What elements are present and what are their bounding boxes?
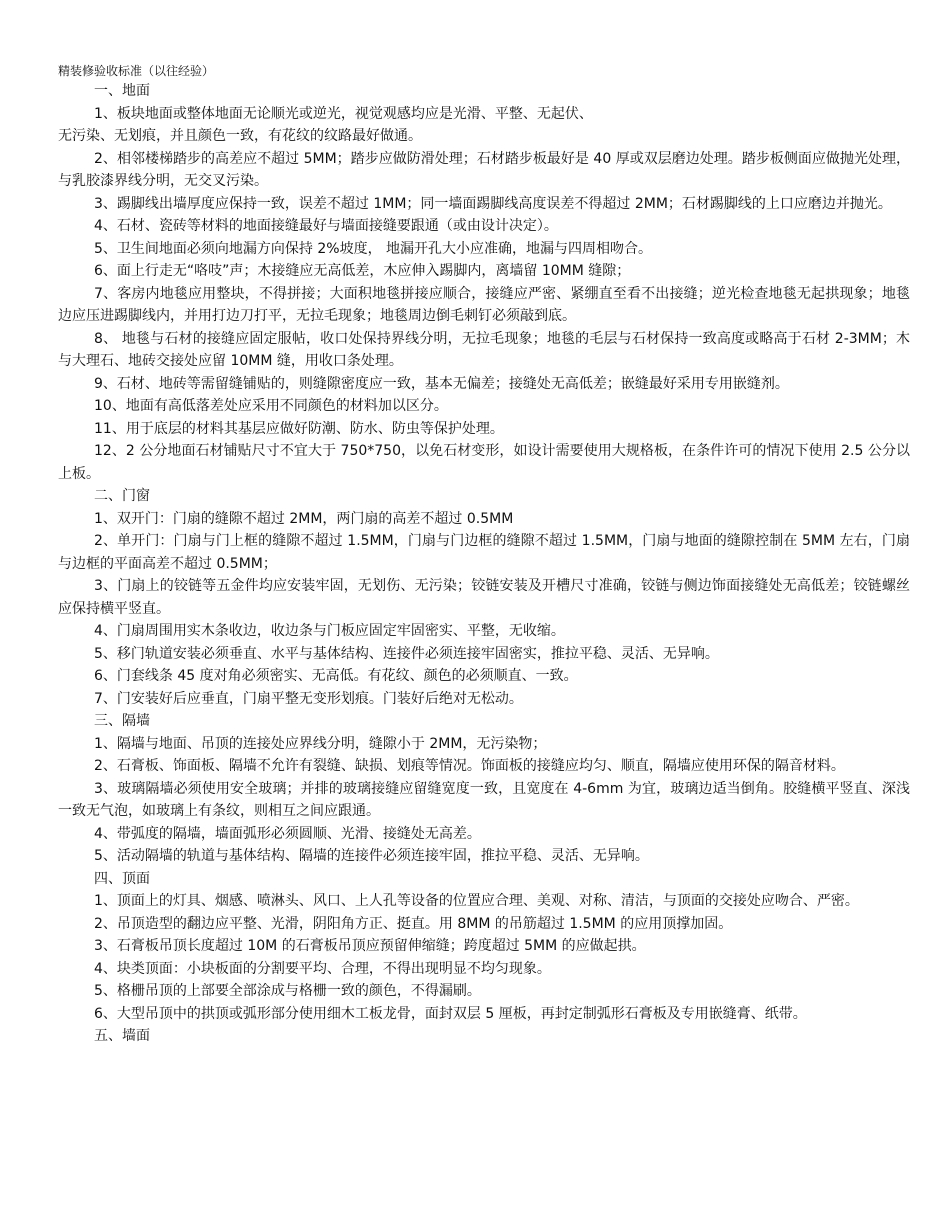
floor-item-2: 2、相邻楼梯踏步的高差应不超过 5MM；踏步应做防滑处理；石材踏步板最好是 40 厚或双层磨边处理。踏步板侧面应做抛光处理，与乳胶漆界线分明，无交叉污染。 [58, 150, 910, 189]
floor-item-7: 7、客房内地毯应用整块，不得拼接；大面积地毯拼接应顺合，接缝应严密、紧绷直至看不出接缝；逆光检查地毯无起拱现象；地毯边应压进踢脚线内，并用打边刀打平，无拉毛现象；地毯周边倒毛刺钉必须敲到底。 [58, 285, 910, 324]
floor-item-3: 3、踢脚线出墙厚度应保持一致，误差不超过 1MM；同一墙面踢脚线高度误差不得超过 2MM；石材踢脚线的上口应磨边并抛光。 [94, 195, 892, 212]
floor-item-5: 5、卫生间地面必须向地漏方向保持 2%坡度， 地漏开孔大小应准确，地漏与四周相吻合。 [94, 240, 653, 257]
door-item-3: 3、门扇上的铰链等五金件均应安装牢固，无划伤、无污染；铰链安装及开槽尺寸准确，铰链与侧边饰面接缝处无高低差；铰链螺丝应保持横平竖直。 [58, 578, 910, 617]
partition-item-2: 2、石膏板、饰面板、隔墙不允许有裂缝、缺损、划痕等情况。饰面板的接缝应均匀、顺直，隔墙应使用环保的隔音材料。 [94, 758, 845, 774]
section-heading-floor: 一、地面 [94, 83, 150, 99]
section-heading-wall: 五、墙面 [94, 1028, 150, 1044]
ceiling-item-2: 2、吊顶造型的翻边应平整、光滑，阴阳角方正、挺直。用 8MM 的吊筋超过 1.5MM 的应用顶撑加固。 [94, 915, 733, 932]
partition-item-1: 1、隔墙与地面、吊顶的连接处应界线分明，缝隙小于 2MM，无污染物； [94, 735, 547, 752]
floor-item-6: 6、面上行走无“咯吱”声；木接缝应无高低差，木应伸入踢脚内，离墙留 10MM 缝隙； [94, 263, 631, 279]
floor-item-10: 10、地面有高低落差处应采用不同颜色的材料加以区分。 [94, 398, 448, 414]
ceiling-item-4: 4、块类顶面：小块板面的分割要平均、合理，不得出现明显不均匀现象。 [94, 960, 551, 977]
door-item-2: 2、单开门：门扇与门上框的缝隙不超过 1.5MM，门扇与门边框的缝隙不超过 1.5MM，门扇与地面的缝隙控制在 5MM 左右，门扇与边框的平面高差不超过 0.5MM； [58, 533, 910, 572]
door-item-4: 4、门扇周围用实木条收边，收边条与门板应固定牢固密实、平整，无收缩。 [94, 623, 565, 639]
partition-item-3: 3、玻璃隔墙必须使用安全玻璃；并排的玻璃接缝应留缝宽度一致，且宽度在 4-6mm 为宜，玻璃边适当倒角。胶缝横平竖直、深浅一致无气泡，如玻璃上有条纹，则相互之间应跟通。 [58, 780, 910, 819]
section-heading-partition: 三、隔墙 [94, 713, 150, 729]
floor-item-12: 12、2 公分地面石材铺贴尺寸不宜大于 750*750，以免石材变形，如设计需要使用大规格板，在条件许可的情况下使用 2.5 公分以上板。 [58, 443, 910, 482]
floor-item-9: 9、石材、地砖等需留缝铺贴的，则缝隙密度应一致，基本无偏差；接缝处无高低差；嵌缝最好采用专用嵌缝剂。 [94, 375, 789, 392]
ceiling-item-3: 3、石膏板吊顶长度超过 10M 的石膏板吊顶应预留伸缩缝；跨度超过 5MM 的应做起拱。 [94, 938, 646, 954]
door-item-6: 6、门套线条 45 度对角必须密实、无高低。有花纹、颜色的必须顺直、一致。 [94, 668, 578, 684]
section-heading-doors-windows: 二、门窗 [94, 488, 150, 504]
ceiling-item-6: 6、大型吊顶中的拱顶或弧形部分使用细木工板龙骨，面封双层 5 厘板，再封定制弧形石膏板及专用嵌缝膏、纸带。 [94, 1005, 807, 1022]
door-item-1: 1、双开门：门扇的缝隙不超过 2MM，两门扇的高差不超过 0.5MM [94, 510, 514, 527]
floor-item-1: 1、板块地面或整体地面无论顺光或逆光，视觉观感均应是光滑、平整、无起伏、 无污染、无划痕，并且颜色一致，有花纹的纹路最好做通。 [58, 105, 593, 144]
ceiling-item-1: 1、顶面上的灯具、烟感、喷淋头、风口、上人孔等设备的位置应合理、美观、对称、清洁，与顶面的交接处应吻合、严密。 [94, 893, 859, 909]
section-heading-ceiling: 四、顶面 [94, 870, 150, 887]
partition-item-4: 4、带弧度的隔墙，墙面弧形必须圆顺、光滑、接缝处无高差。 [94, 825, 481, 842]
floor-item-8: 8、 地毯与石材的接缝应固定服帖，收口处保持界线分明，无拉毛现象；地毯的毛层与石材保持一致高度或略高于石材 2-3MM；木与大理石、地砖交接处应留 10MM 缝，用收口条处理。 [58, 330, 910, 369]
door-item-5: 5、移门轨道安装必须垂直、水平与基体结构、连接件必须连接牢固密实，推拉平稳、灵活、无异响。 [94, 645, 719, 662]
floor-item-4: 4、石材、瓷砖等材料的地面接缝最好与墙面接缝要跟通（或由设计决定）。 [94, 218, 558, 234]
floor-item-11: 11、用于底层的材料其基层应做好防潮、防水、防虫等保护处理。 [94, 420, 504, 437]
document-title: 精装修验收标准（以往经验） [58, 64, 215, 78]
ceiling-item-5: 5、格栅吊顶的上部要全部涂成与格栅一致的颜色，不得漏刷。 [94, 983, 481, 999]
partition-item-5: 5、活动隔墙的轨道与基体结构、隔墙的连接件必须连接牢固，推拉平稳、灵活、无异响。 [94, 848, 649, 864]
door-item-7: 7、门安装好后应垂直，门扇平整无变形划痕。门装好后绝对无松动。 [94, 690, 523, 707]
